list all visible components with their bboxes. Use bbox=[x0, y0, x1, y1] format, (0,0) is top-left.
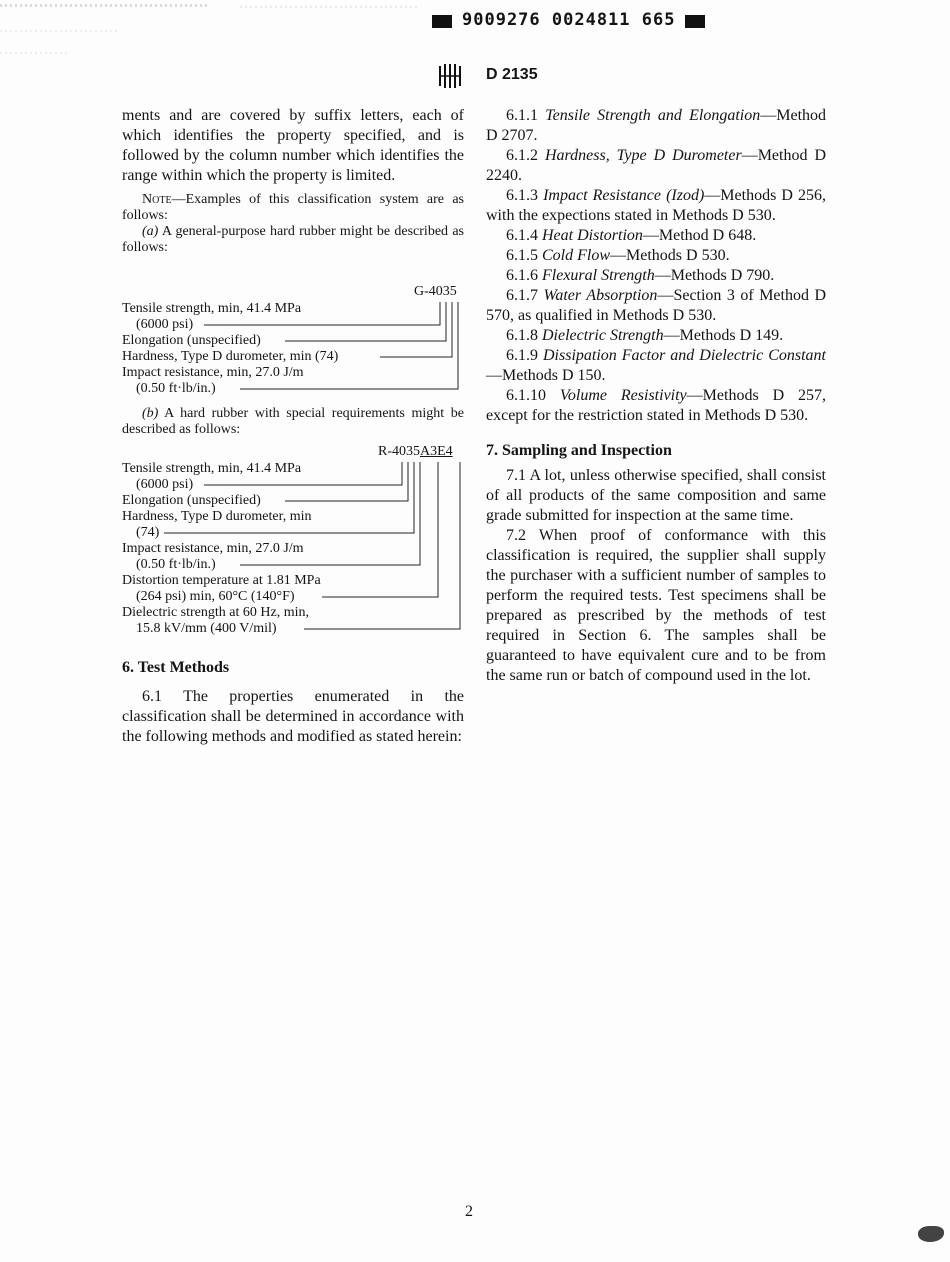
example-b-label: (b) bbox=[142, 406, 159, 421]
method-item: 6.1.5 Cold Flow—Methods D 530. bbox=[506, 247, 730, 264]
diagram-b-line: (6000 psi) bbox=[136, 477, 194, 492]
barcode-block-right bbox=[685, 15, 705, 28]
diagram-b-line: (0.50 ft·lb/in.) bbox=[136, 557, 216, 572]
diagram-b-code-suffix: A3E4 bbox=[420, 444, 453, 459]
diagram-a-line: Impact resistance, min, 27.0 J/m bbox=[122, 365, 304, 380]
diagram-a-line: (0.50 ft·lb/in.) bbox=[136, 381, 216, 396]
diagram-b-connectors bbox=[122, 444, 467, 644]
note-block bbox=[122, 192, 464, 256]
scan-artifact bbox=[0, 30, 120, 32]
method-item: 6.1.9 Dissipation Factor and Dielectric Constant—Methods D 150. bbox=[486, 347, 827, 384]
example-a-text: A general-purpose hard rubber might be described as follows: bbox=[122, 224, 464, 255]
method-item: 6.1.7 Water Absorption—Section 3 of Method D 570, as qualified in Methods D 530. bbox=[486, 287, 827, 324]
diagram-b-line: Elongation (unspecified) bbox=[122, 493, 261, 508]
example-b-caption bbox=[122, 406, 464, 438]
method-item: 6.1.3 Impact Resistance (Izod)—Methods D 256, with the expections stated in Methods D 530. bbox=[486, 187, 827, 224]
note-text: —Examples of this classification system are as follows: bbox=[122, 192, 464, 223]
barcode-block-left bbox=[432, 15, 452, 28]
astm-logo-icon bbox=[436, 62, 464, 90]
barcode-text: 9009276 0024811 665 bbox=[462, 10, 676, 30]
method-item: 6.1.4 Heat Distortion—Method D 648. bbox=[506, 227, 757, 244]
method-item: 6.1.2 Hardness, Type D Durometer—Method D 2240. bbox=[486, 147, 826, 184]
diagram-a-code: G-4035 bbox=[414, 284, 457, 299]
diagram-a-connectors bbox=[122, 284, 467, 399]
method-item: 6.1.1 Tensile Strength and Elongation—Method D 2707. bbox=[486, 107, 827, 144]
diagram-b-line: 15.8 kV/mm (400 V/mil) bbox=[136, 621, 277, 636]
scan-artifact bbox=[240, 6, 420, 8]
diagram-b-line: Dielectric strength at 60 Hz, min, bbox=[122, 605, 309, 620]
method-item: 6.1.6 Flexural Strength—Methods D 790. bbox=[506, 267, 775, 284]
diagram-a-line: Tensile strength, min, 41.4 MPa bbox=[122, 301, 302, 316]
left-column bbox=[122, 106, 464, 256]
page-number: 2 bbox=[465, 1203, 473, 1220]
diagram-b-line: Distortion temperature at 1.81 MPa bbox=[122, 573, 321, 588]
method-item: 6.1.10 Volume Resistivity—Methods D 257, except for the restriction stated in Methods D 530. bbox=[486, 387, 827, 424]
paragraph-7-2: 7.2 When proof of conformance with this classification is required, the supplier shall supply the purchaser with a sufficient number of samples to perform the required tests. Test specimens shall be prepared as prescribed by the methods of test required in Section 6. The samples shall be guaranteed to have equivalent cure and to be from the same run or batch of compound used in the lot. bbox=[486, 527, 826, 684]
diagram-b-line: Tensile strength, min, 41.4 MPa bbox=[122, 461, 302, 476]
classification-diagram-a bbox=[122, 284, 467, 394]
barcode-line bbox=[432, 10, 705, 30]
astm-logo bbox=[436, 62, 464, 90]
diagram-b-line: (74) bbox=[136, 525, 160, 540]
scan-smudge bbox=[918, 1226, 944, 1242]
diagram-a-line: (6000 psi) bbox=[136, 317, 194, 332]
section-6 bbox=[122, 658, 464, 747]
section-7-heading: 7. Sampling and Inspection bbox=[486, 442, 672, 459]
section-6-heading: 6. Test Methods bbox=[122, 659, 230, 676]
designation: D 2135 bbox=[486, 66, 538, 83]
logo-text bbox=[436, 62, 437, 63]
diagram-b-line: Hardness, Type D durometer, min bbox=[122, 509, 312, 524]
note-label: Note bbox=[142, 192, 172, 207]
paragraph-7-1: 7.1 A lot, unless otherwise specified, shall consist of all products of the same composition and same grade submitted for inspection at the same time. bbox=[486, 467, 826, 524]
diagram-b-line: Impact resistance, min, 27.0 J/m bbox=[122, 541, 304, 556]
scan-artifact bbox=[0, 52, 70, 54]
scan-artifact bbox=[0, 4, 210, 7]
right-column bbox=[486, 106, 826, 686]
example-b-text: A hard rubber with special requirements might be described as follows: bbox=[122, 406, 464, 437]
classification-diagram-b bbox=[122, 444, 467, 644]
example-a-label: (a) bbox=[142, 224, 159, 239]
method-item: 6.1.8 Dielectric Strength—Methods D 149. bbox=[506, 327, 784, 344]
intro-paragraph: ments and are covered by suffix letters, each of which identifies the property specified, and is followed by the column number which identifies the range within which the property is limited. bbox=[122, 107, 464, 184]
diagram-b-line: (264 psi) min, 60°C (140°F) bbox=[136, 589, 295, 604]
diagram-a-line: Hardness, Type D durometer, min (74) bbox=[122, 349, 339, 364]
paragraph-6-1: 6.1 The properties enumerated in the classification shall be determined in accordance with the following methods and modified as stated herein: bbox=[122, 688, 464, 745]
diagram-a-line: Elongation (unspecified) bbox=[122, 333, 261, 348]
diagram-b-code-main: R-4035 bbox=[378, 444, 420, 459]
